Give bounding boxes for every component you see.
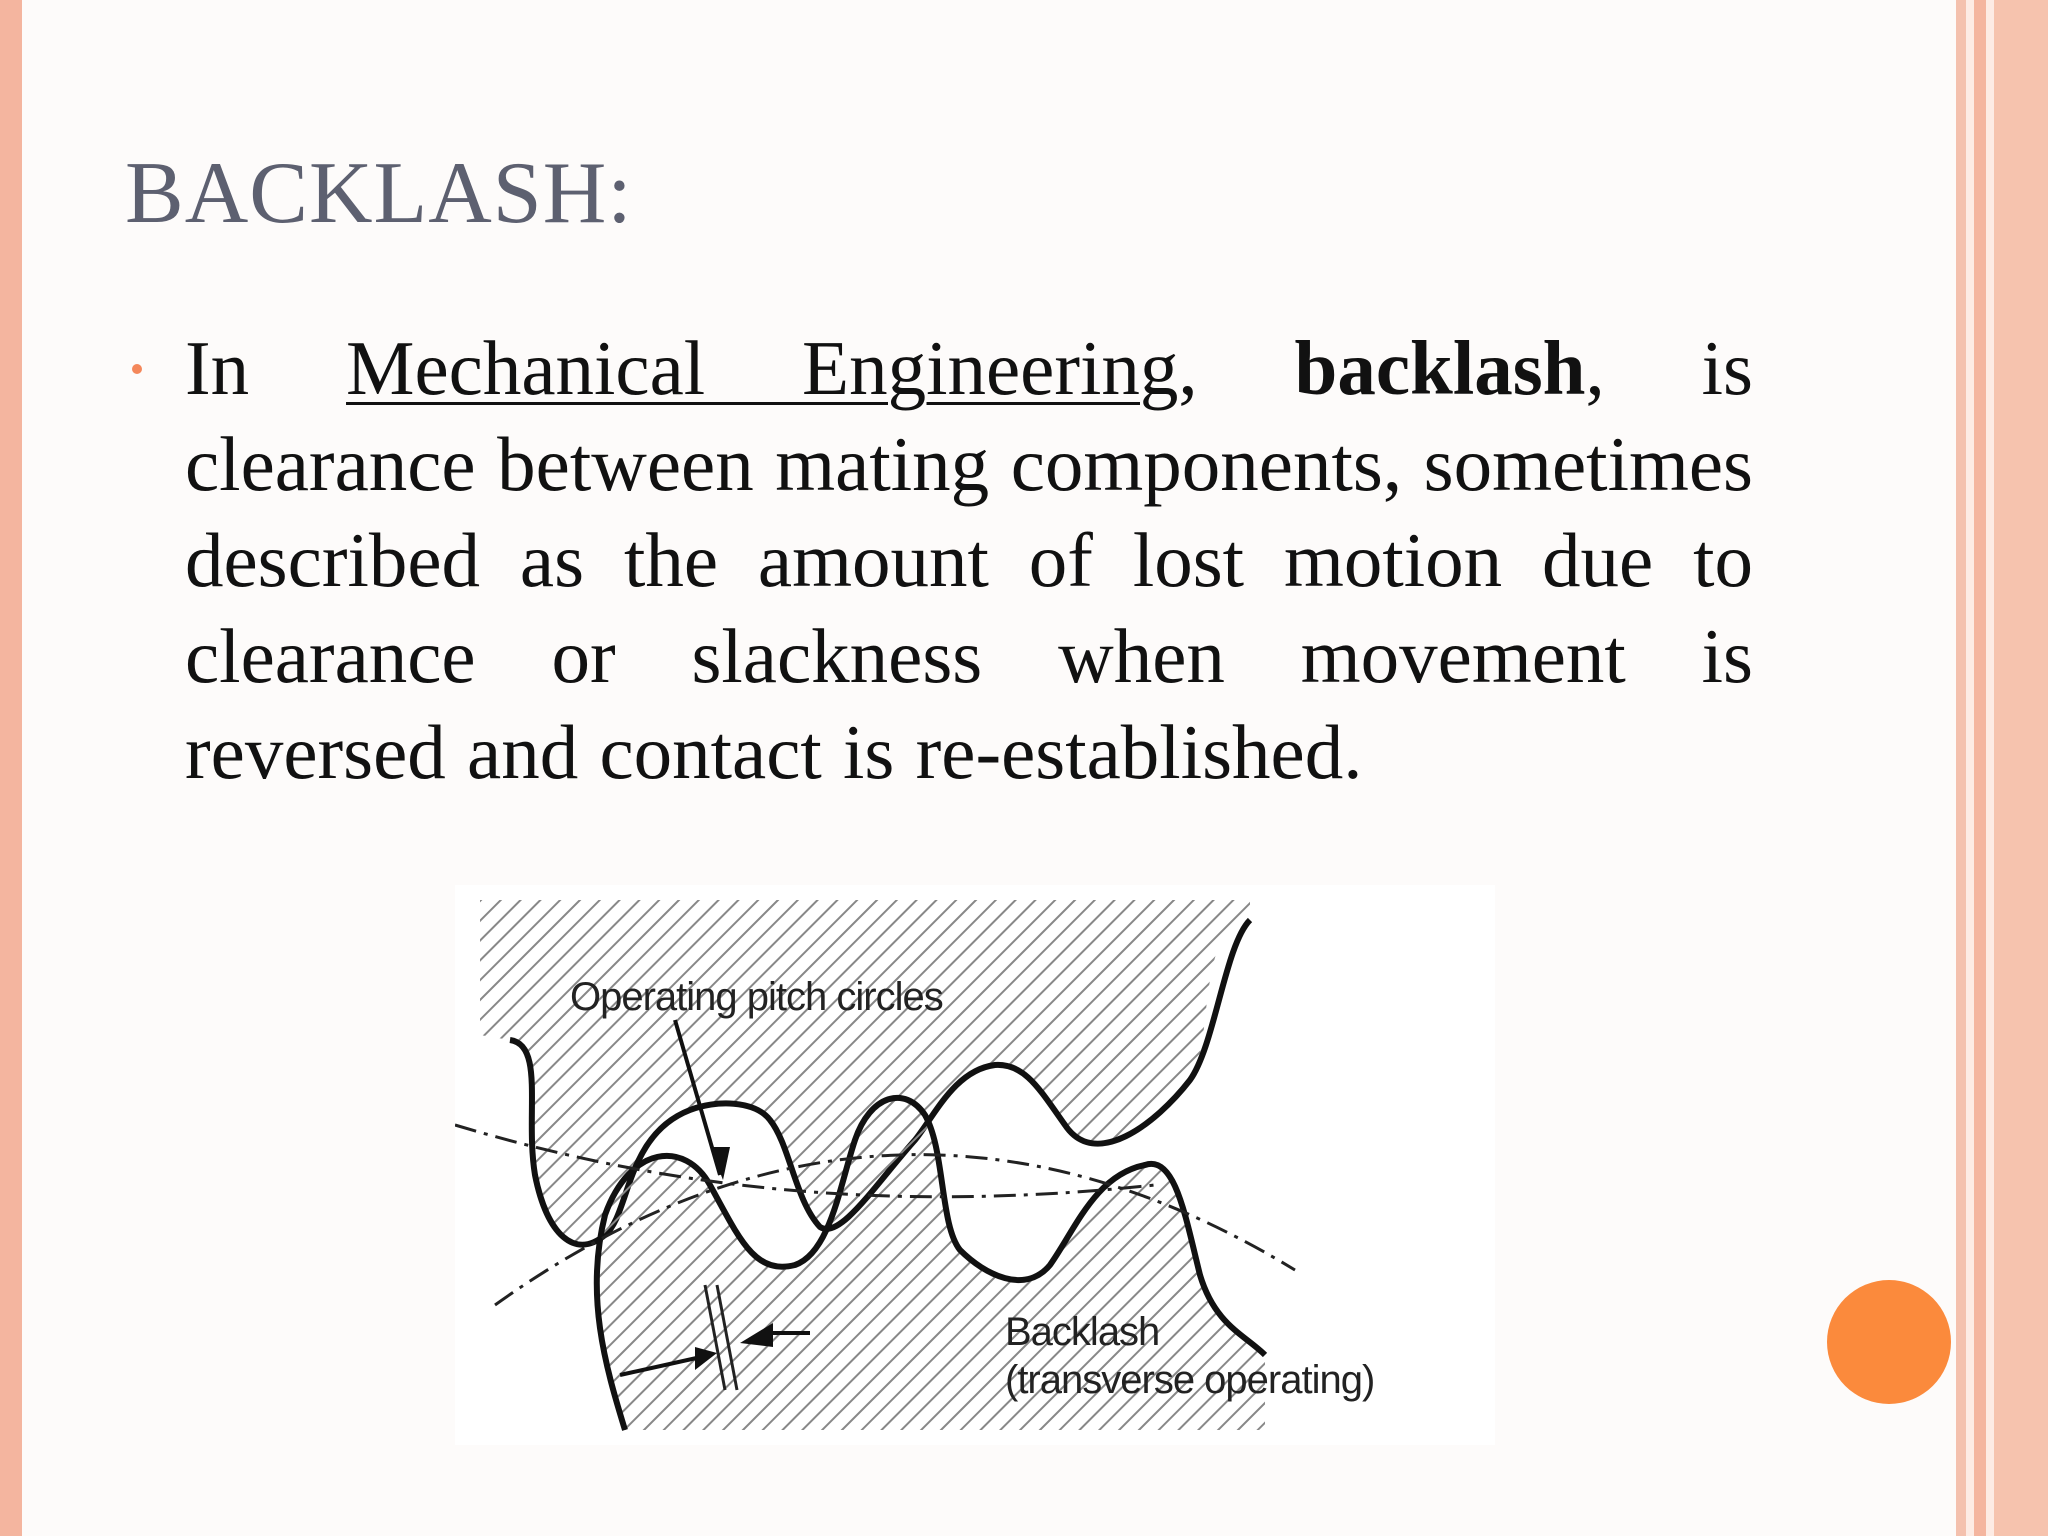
backlash-label: Backlash <box>1005 1310 1160 1354</box>
bullet-separator: , <box>1178 325 1295 411</box>
right-frame-stripe <box>1994 0 2048 1536</box>
bullet-prefix: In <box>185 325 347 411</box>
backlash-diagram <box>455 885 1495 1445</box>
transverse-operating-label: (transverse operating) <box>1005 1358 1375 1402</box>
right-frame-stripe <box>1974 0 1986 1536</box>
bullet-paragraph <box>185 320 1753 800</box>
right-frame-stripe <box>1966 0 1974 1536</box>
bullet-rest: , is clearance between mating components, sometimes described as the amount of lost motion due to clearance or slackness when movement is reversed and contact is re-established. <box>185 325 1754 795</box>
backlash-term: backlash <box>1294 325 1586 411</box>
right-frame-stripe <box>1956 0 1966 1536</box>
slide-title: BACKLASH: <box>125 145 633 242</box>
mechanical-engineering-link[interactable]: Mechanical Engineering <box>346 325 1179 411</box>
bullet-icon <box>132 364 142 374</box>
pitch-circles-label: Operating pitch circles <box>570 975 943 1019</box>
slide-nav-circle <box>1827 1280 1951 1404</box>
left-frame-stripe <box>0 0 22 1536</box>
right-frame-stripe <box>1986 0 1994 1536</box>
